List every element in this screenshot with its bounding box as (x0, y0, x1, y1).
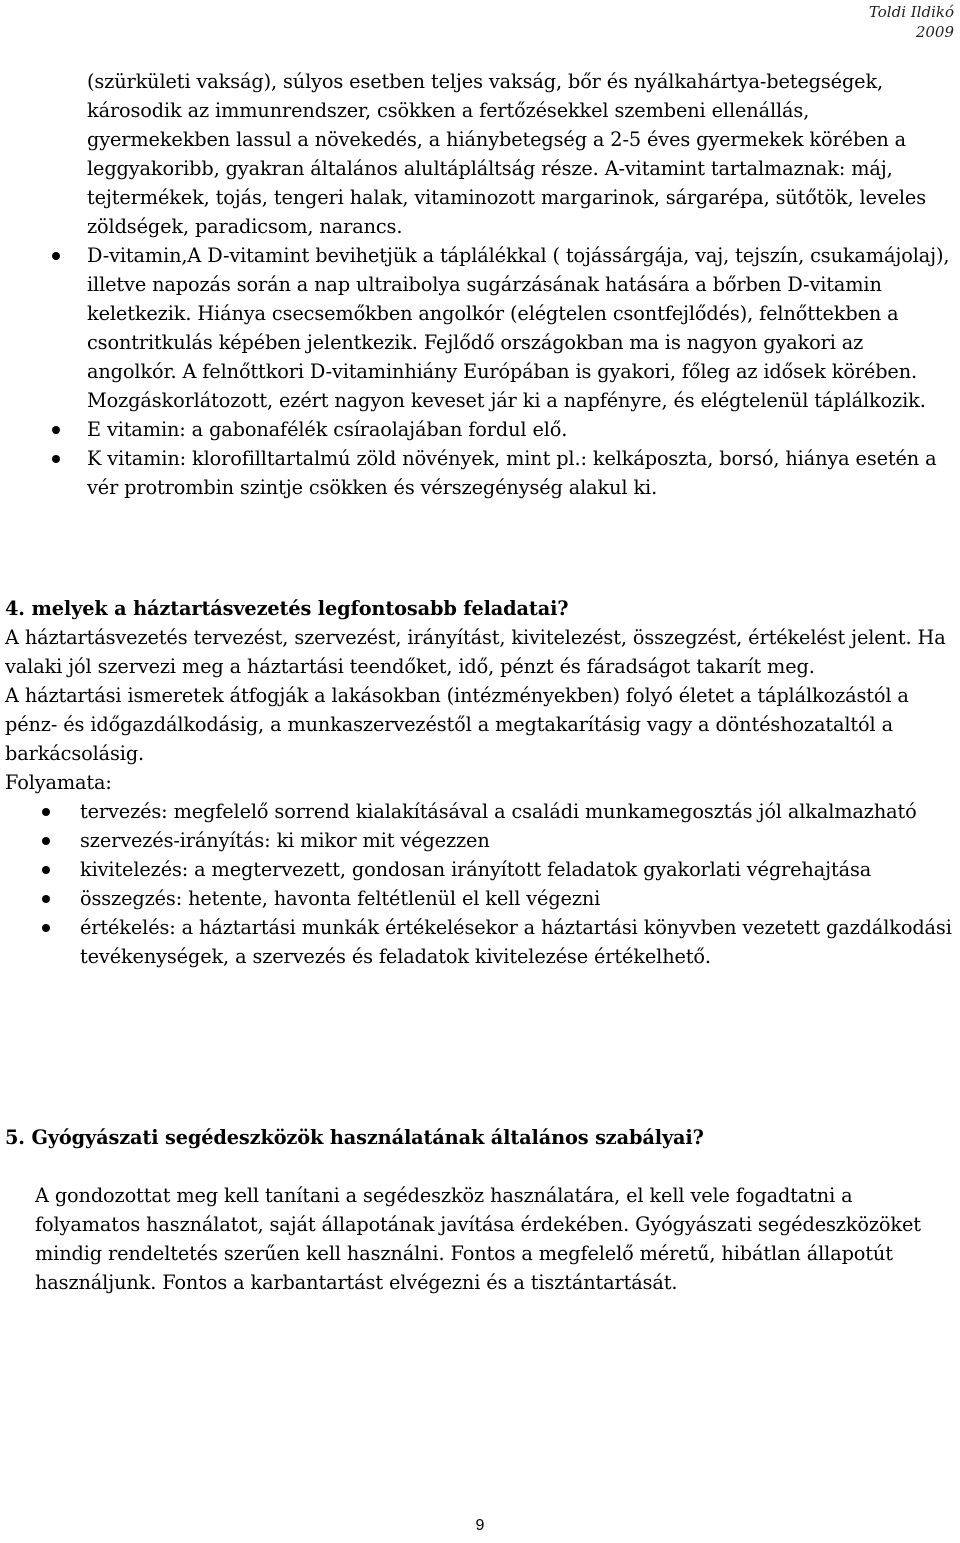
list-item: összegzés: hetente, havonta feltétlenül el kell végezni (80, 884, 955, 913)
process-list (80, 797, 955, 971)
process-label: Folyamata: (5, 771, 112, 794)
section-5-paragraph: A gondozottat meg kell tanítani a segédeszköz használatára, el kell vele fogadtatni a folyamatos használatot, saját állapotának javítása érdekében. Gyógyászati segédeszközöket mindig rendeltetés szerűen kell használni. Fontos a megfelelő méretű, hibátlan állapotút használjunk. Fontos a karbantartást elvégezni és a tisztántartását. (35, 1184, 921, 1294)
page-header (869, 2, 954, 42)
list-item: értékelés: a háztartási munkák értékelésekor a háztartási könyvben vezetett gazdálkodási tevékenységek, a szervezés és feladatok kivitelezése értékelhető. (80, 913, 955, 971)
list-item: K vitamin: klorofilltartalmú zöld növények, mint pl.: kelkáposzta, borsó, hiánya esetén a vér protrombin szintje csökken és vérszegénység alakul ki. (87, 444, 957, 502)
section-4-paragraph-1: A háztartásvezetés tervezést, szervezést, irányítást, kivitelezést, összegzést, értékelést jelent. Ha valaki jól szervezi meg a háztartási teendőket, idő, pénzt és fáradságot takarít meg. (5, 626, 946, 678)
section-5-heading: 5. Gyógyászati segédeszközök használatának általános szabályai? (5, 1126, 704, 1149)
vitamin-list (87, 241, 957, 502)
section-4-paragraph-2: A háztartási ismeretek átfogják a lakásokban (intézményekben) folyó életet a táplálkozástól a pénz- és időgazdálkodásig, a munkaszervezéstől a megtakarításig vagy a döntéshozataltól a barkácsolásig. (5, 684, 909, 765)
header-year: 2009 (915, 23, 954, 41)
vitamin-continuation-section (87, 67, 957, 502)
header-author: Toldi Ildikó (868, 3, 954, 21)
page-number: 9 (475, 1517, 485, 1534)
list-item: D-vitamin,A D-vitamint bevihetjük a táplálékkal ( tojássárgája, vaj, tejszín, csukamájolaj), illetve napozás során a nap ultraibolya sugárzásának hatására a bőrben D-vitamin keletkezik. Hiánya csecsemőkben angolkór (elégtelen csontfejlődés), felnőttekben a csontritkulás képében jelentkezik. Fejlődő országokban ma is nagyon gyakori az angolkór. A felnőttkori D-vitaminhiány Európában is gyakori, főleg az idősek körében. Mozgáskorlátozott, ezért nagyon keveset jár ki a napfényre, és elégtelenül táplálkozik. (87, 241, 957, 415)
section-5 (5, 1123, 955, 1297)
section-4 (5, 594, 955, 971)
a-vitamin-paragraph: (szürkületi vakság), súlyos esetben teljes vakság, bőr és nyálkahártya-betegségek, károsodik az immunrendszer, csökken a fertőzésekkel szembeni ellenállás, gyermekekben lassul a növekedés, a hiánybetegség a 2-5 éves gyermekek körében a leggyakoribb, gyakran általános alultápláltság része. A-vitamint tartalmaznak: máj, tejtermékek, tojás, tengeri halak, vitaminozott margarinok, sárgarépa, sütőtök, leveles zöldségek, paradicsom, narancs. (87, 70, 926, 238)
section-4-heading: 4. melyek a háztartásvezetés legfontosabb feladatai? (5, 597, 569, 620)
list-item: szervezés-irányítás: ki mikor mit végezzen (80, 826, 955, 855)
list-item: E vitamin: a gabonafélék csíraolajában fordul elő. (87, 415, 957, 444)
list-item: kivitelezés: a megtervezett, gondosan irányított feladatok gyakorlati végrehajtása (80, 855, 955, 884)
list-item: tervezés: megfelelő sorrend kialakításával a családi munkamegosztás jól alkalmazható (80, 797, 955, 826)
